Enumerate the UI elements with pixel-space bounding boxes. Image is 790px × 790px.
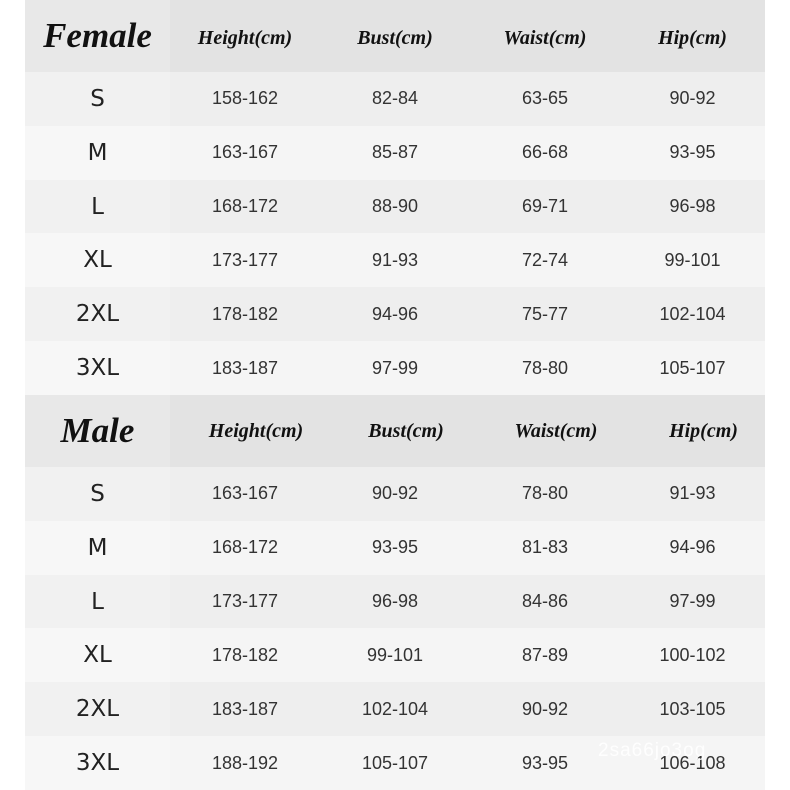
column-header: Waist(cm) [514, 419, 598, 442]
measurement-cell: 99-101 [366, 644, 424, 665]
table-row [25, 521, 765, 575]
size-label: L [25, 575, 170, 629]
measurement-cell: 93-95 [371, 537, 419, 558]
size-label: 3XL [25, 736, 170, 790]
measurement-cell: 105-107 [361, 752, 429, 773]
measurement-cell: 102-104 [361, 698, 429, 719]
table-row [25, 126, 765, 180]
measurement-cell: 103-105 [659, 698, 726, 719]
table-row [25, 287, 765, 341]
measurement-cell: 163-167 [211, 142, 279, 163]
measurement-cell: 93-95 [669, 142, 716, 163]
table-row [25, 233, 765, 287]
measurement-cell: 106-108 [659, 752, 726, 773]
measurement-cell: 100-102 [659, 644, 726, 665]
measurement-cell: 99-101 [664, 249, 721, 270]
size-label: M [25, 521, 170, 575]
measurement-cell: 188-192 [211, 752, 279, 773]
watermark: 2sa66jo3og [598, 740, 707, 761]
table-title: Male [25, 395, 170, 467]
measurement-cell: 168-172 [211, 196, 279, 217]
measurement-cell: 78-80 [521, 483, 569, 504]
measurement-cell: 82-84 [371, 88, 419, 109]
measurement-cell: 178-182 [211, 644, 279, 665]
measurement-cell: 163-167 [211, 483, 279, 504]
size-label: XL [25, 628, 170, 682]
measurement-cell: 78-80 [521, 357, 569, 378]
measurement-cell: 90-92 [669, 88, 716, 109]
measurement-cell: 90-92 [371, 483, 419, 504]
measurement-cell: 75-77 [521, 303, 569, 324]
column-header: Height(cm) [208, 419, 304, 442]
size-label: 2XL [25, 682, 170, 736]
table-row [25, 682, 765, 736]
column-header: Bust(cm) [368, 419, 444, 442]
size-label: 2XL [25, 287, 170, 341]
measurement-cell: 94-96 [669, 537, 716, 558]
column-header: Hip(cm) [658, 26, 727, 49]
size-label: L [25, 180, 170, 234]
male-size-table [25, 395, 765, 790]
table-header-row [25, 395, 765, 467]
table-title: Female [25, 0, 170, 72]
measurement-cell: 72-74 [521, 249, 569, 270]
measurement-cell: 85-87 [371, 142, 419, 163]
measurement-cell: 96-98 [371, 591, 419, 612]
measurement-cell: 87-89 [521, 644, 569, 665]
measurement-cell: 90-92 [521, 698, 569, 719]
measurement-cell: 183-187 [211, 698, 279, 719]
table-row [25, 180, 765, 234]
size-label: M [25, 126, 170, 180]
table-row [25, 575, 765, 629]
female-size-table [25, 0, 765, 395]
column-header: Hip(cm) [669, 419, 738, 442]
measurement-cell: 93-95 [521, 752, 569, 773]
size-label: XL [25, 233, 170, 287]
measurement-cell: 105-107 [659, 357, 726, 378]
column-header: Bust(cm) [357, 26, 433, 49]
measurement-cell: 183-187 [211, 357, 279, 378]
size-chart [25, 0, 765, 790]
measurement-cell: 173-177 [211, 249, 279, 270]
column-header: Height(cm) [197, 26, 293, 49]
size-label: S [25, 72, 170, 126]
measurement-cell: 84-86 [521, 591, 569, 612]
measurement-cell: 173-177 [211, 591, 279, 612]
measurement-cell: 66-68 [521, 142, 569, 163]
column-header: Waist(cm) [503, 26, 587, 49]
table-header-row [25, 0, 765, 72]
measurement-cell: 69-71 [521, 196, 569, 217]
measurement-cell: 178-182 [211, 303, 279, 324]
measurement-cell: 97-99 [669, 591, 716, 612]
measurement-cell: 96-98 [669, 196, 716, 217]
table-row [25, 341, 765, 395]
measurement-cell: 102-104 [659, 303, 726, 324]
measurement-cell: 168-172 [211, 537, 279, 558]
measurement-cell: 94-96 [371, 303, 419, 324]
measurement-cell: 88-90 [371, 196, 419, 217]
size-label: 3XL [25, 341, 170, 395]
table-row [25, 72, 765, 126]
measurement-cell: 158-162 [211, 88, 279, 109]
measurement-cell: 63-65 [521, 88, 569, 109]
size-label: S [25, 467, 170, 521]
table-row [25, 628, 765, 682]
measurement-cell: 81-83 [521, 537, 569, 558]
measurement-cell: 97-99 [371, 357, 419, 378]
measurement-cell: 91-93 [669, 483, 716, 504]
measurement-cell: 91-93 [371, 249, 419, 270]
table-row [25, 467, 765, 521]
